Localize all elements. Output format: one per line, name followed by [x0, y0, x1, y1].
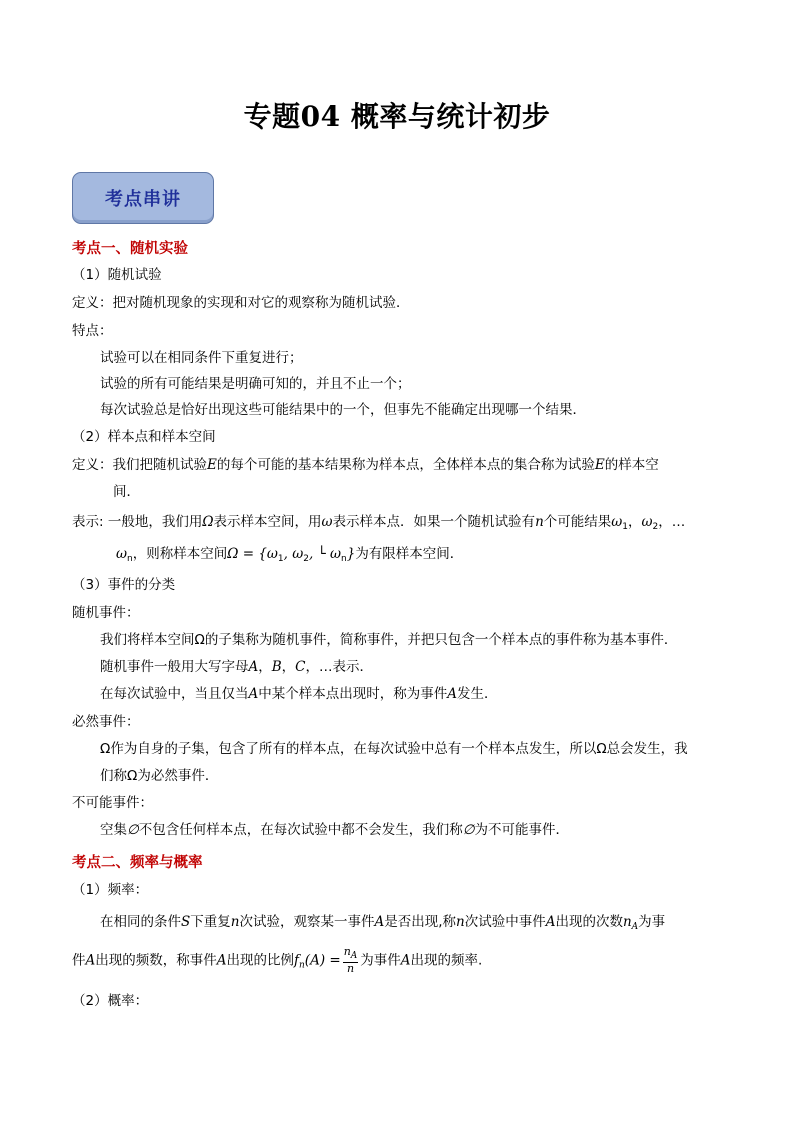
subheading-sample-space: （2）样本点和样本空间: [72, 429, 216, 445]
random-event-label: 随机事件：: [72, 605, 140, 621]
random-event-text: 我们将样本空间Ω的子集称为随机事件，简称事件，并把只包含一个样本点的事件称为基本事件．: [100, 632, 678, 648]
representation-text: 表示: 一般地，我们用Ω表示样本空间，用ω表示样本点．如果一个随机试验有n个可能结果$\omega_1$，$\omega_2$，…: [72, 514, 686, 532]
features-label: 特点：: [72, 323, 113, 339]
subheading-frequency: （1）频率：: [72, 882, 149, 898]
definition-continuation: 间．: [113, 484, 140, 500]
section-tag: 考点串讲: [72, 172, 214, 224]
representation-continuation: $\omega_n$，则称样本空间$\Omega = \{\omega_1$, $\omega_2$, └ $\omega_n$}为有限样本空间．: [116, 546, 464, 564]
subheading-event-types: （3）事件的分类: [72, 577, 176, 593]
subheading-random-trial: （1）随机试验: [72, 267, 162, 283]
certain-event-text: Ω作为自身的子集，包含了所有的样本点，在每次试验中总有一个样本点发生，所以Ω总会发生，我: [100, 741, 688, 757]
random-event-text: 随机事件一般用大写字母A，B，C，…表示．: [100, 659, 374, 675]
certain-event-text: 们称Ω为必然事件．: [100, 768, 219, 784]
random-event-text: 在每次试验中，当且仅当A中某个样本点出现时，称为事件A发生．: [100, 686, 498, 702]
page-title: 专题04 概率与统计初步: [243, 100, 551, 133]
definition-sample-point: 定义：我们把随机试验E的每个可能的基本结果称为样本点，全体样本点的集合称为试验E的样本空: [72, 457, 659, 473]
certain-event-label: 必然事件：: [72, 714, 140, 730]
impossible-event-label: 不可能事件：: [72, 795, 153, 811]
feature-item: 每次试验总是恰好出现这些可能结果中的一个，但事先不能确定出现哪一个结果．: [100, 402, 586, 418]
subheading-probability: （2）概率：: [72, 993, 149, 1009]
frequency-text: 件A出现的频数，称事件A出现的比例$f_n(A)$ = $\frac{n_A}{n}$ 为事件A出现的频率.: [72, 945, 483, 975]
definition-text: 定义：把对随机现象的实现和对它的观察称为随机试验．: [72, 295, 410, 311]
frequency-text: 在相同的条件S下重复n次试验，观察某一事件A是否出现,称n次试验中事件A出现的次数$n_A$为事: [100, 914, 666, 932]
section-heading-2: 考点二、频率与概率: [72, 855, 203, 871]
feature-item: 试验的所有可能结果是明确可知的，并且不止一个；: [100, 376, 411, 392]
frequency-fraction: $\frac{n_A}{n}$: [343, 945, 358, 975]
feature-item: 试验可以在相同条件下重复进行；: [100, 350, 303, 366]
section-heading-1: 考点一、随机实验: [72, 241, 188, 257]
impossible-event-text: 空集∅不包含任何样本点，在每次试验中都不会发生，我们称∅为不可能事件．: [100, 822, 570, 838]
